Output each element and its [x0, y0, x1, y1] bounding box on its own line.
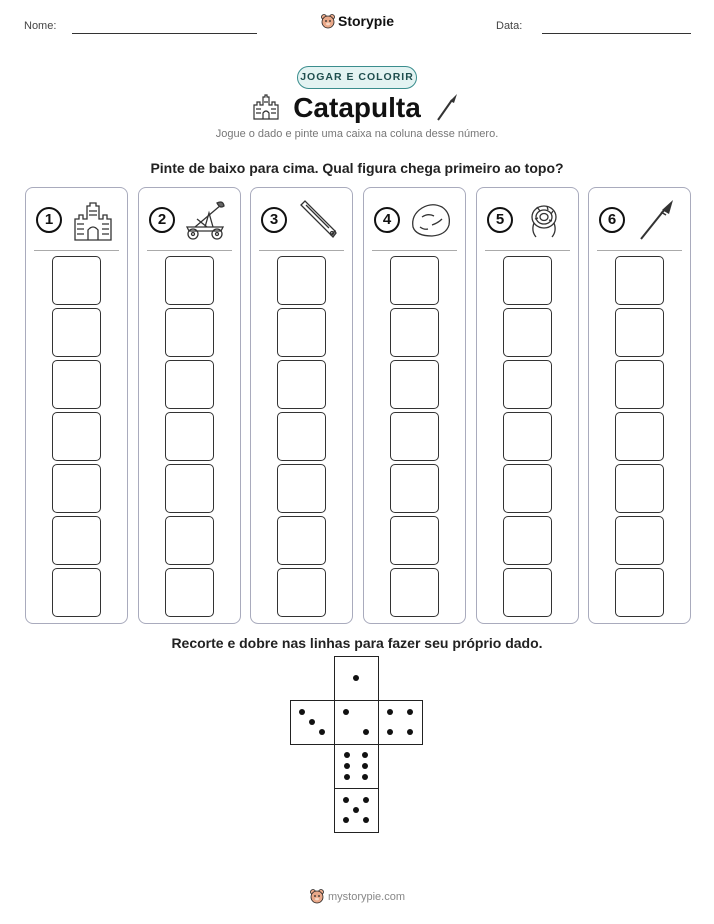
die-pip — [387, 709, 393, 715]
column-number: 4 — [374, 207, 400, 233]
column-divider — [34, 250, 119, 251]
color-box[interactable] — [165, 256, 214, 305]
die-pip — [407, 709, 413, 715]
die-pip — [363, 729, 369, 735]
die-pip — [407, 729, 413, 735]
die-pip — [343, 797, 349, 803]
color-box[interactable] — [165, 360, 214, 409]
color-box[interactable] — [503, 360, 552, 409]
column-divider — [485, 250, 570, 251]
column-number: 1 — [36, 207, 62, 233]
rope-icon — [521, 197, 567, 243]
column-number: 2 — [149, 207, 175, 233]
footer-url[interactable]: mystorypie.com — [327, 891, 406, 903]
color-box[interactable] — [503, 516, 552, 565]
castle-icon — [70, 197, 116, 243]
bear-icon — [309, 888, 325, 904]
color-box[interactable] — [277, 516, 326, 565]
column-6 — [588, 187, 691, 624]
color-box[interactable] — [503, 256, 552, 305]
die-instruction: Recorte e dobre nas linhas para fazer seu próprio dado. — [171, 635, 543, 651]
die-pip — [319, 729, 325, 735]
die-pip — [362, 752, 368, 758]
bear-icon — [320, 13, 336, 29]
color-box[interactable] — [165, 568, 214, 617]
die-face-2 — [334, 700, 379, 745]
color-box[interactable] — [165, 464, 214, 513]
color-box[interactable] — [503, 412, 552, 461]
color-box[interactable] — [615, 568, 664, 617]
die-pip — [343, 817, 349, 823]
die-pip — [299, 709, 305, 715]
color-box[interactable] — [615, 516, 664, 565]
spear-icon — [434, 92, 460, 122]
color-box[interactable] — [615, 360, 664, 409]
color-box[interactable] — [165, 412, 214, 461]
color-box[interactable] — [615, 464, 664, 513]
column-3 — [250, 187, 353, 624]
die-pip — [363, 817, 369, 823]
brand-name: Storypie — [337, 13, 394, 29]
color-box[interactable] — [165, 516, 214, 565]
column-5 — [476, 187, 579, 624]
die-pip — [344, 752, 350, 758]
die-pip — [353, 675, 359, 681]
page-title: Catapulta — [293, 92, 421, 123]
instruction: Pinte de baixo para cima. Qual figura chega primeiro ao topo? — [150, 160, 564, 176]
column-divider — [147, 250, 232, 251]
color-box[interactable] — [52, 256, 101, 305]
color-box[interactable] — [52, 464, 101, 513]
color-box[interactable] — [52, 568, 101, 617]
color-box[interactable] — [615, 308, 664, 357]
wooden-beam-icon — [295, 197, 341, 243]
die-pip — [343, 709, 349, 715]
die-pip — [363, 797, 369, 803]
die-pip — [344, 774, 350, 780]
date-line — [542, 33, 691, 34]
subtitle: Jogue o dado e pinte uma caixa na coluna desse número. — [215, 128, 499, 140]
column-4 — [363, 187, 466, 624]
color-box[interactable] — [503, 464, 552, 513]
activity-badge: JOGAR E COLORIR — [297, 66, 417, 89]
column-2 — [138, 187, 241, 624]
date-label: Data: — [496, 20, 523, 32]
column-number: 3 — [261, 207, 287, 233]
die-face-4 — [378, 700, 423, 745]
stone-icon — [408, 197, 454, 243]
die-face-3 — [290, 700, 335, 745]
color-box[interactable] — [277, 256, 326, 305]
die-pip — [362, 774, 368, 780]
color-box[interactable] — [390, 308, 439, 357]
color-box[interactable] — [615, 256, 664, 305]
brand-logo — [0, 13, 714, 29]
color-box[interactable] — [390, 516, 439, 565]
color-box[interactable] — [165, 308, 214, 357]
color-box[interactable] — [277, 412, 326, 461]
column-number: 5 — [487, 207, 513, 233]
catapult-icon — [183, 197, 229, 243]
spear-icon — [633, 197, 679, 243]
die-face-6 — [334, 744, 379, 789]
die-pip — [353, 807, 359, 813]
color-box[interactable] — [503, 308, 552, 357]
column-divider — [259, 250, 344, 251]
color-box[interactable] — [52, 412, 101, 461]
color-box[interactable] — [390, 412, 439, 461]
column-divider — [372, 250, 457, 251]
column-number: 6 — [599, 207, 625, 233]
color-box[interactable] — [390, 568, 439, 617]
color-box[interactable] — [277, 308, 326, 357]
die-face-5 — [334, 788, 379, 833]
color-box[interactable] — [390, 464, 439, 513]
footer — [0, 888, 714, 904]
color-box[interactable] — [277, 360, 326, 409]
color-box[interactable] — [52, 360, 101, 409]
die-pip — [387, 729, 393, 735]
color-box[interactable] — [615, 412, 664, 461]
column-1 — [25, 187, 128, 624]
color-box[interactable] — [277, 568, 326, 617]
name-line — [72, 33, 257, 34]
color-box[interactable] — [503, 568, 552, 617]
color-box[interactable] — [390, 360, 439, 409]
color-box[interactable] — [52, 308, 101, 357]
die-pip — [362, 763, 368, 769]
die-face-1 — [334, 656, 379, 701]
die-pip — [309, 719, 315, 725]
color-box[interactable] — [277, 464, 326, 513]
die-pip — [344, 763, 350, 769]
column-divider — [597, 250, 682, 251]
name-label: Nome: — [24, 20, 57, 32]
color-box[interactable] — [52, 516, 101, 565]
color-box[interactable] — [390, 256, 439, 305]
